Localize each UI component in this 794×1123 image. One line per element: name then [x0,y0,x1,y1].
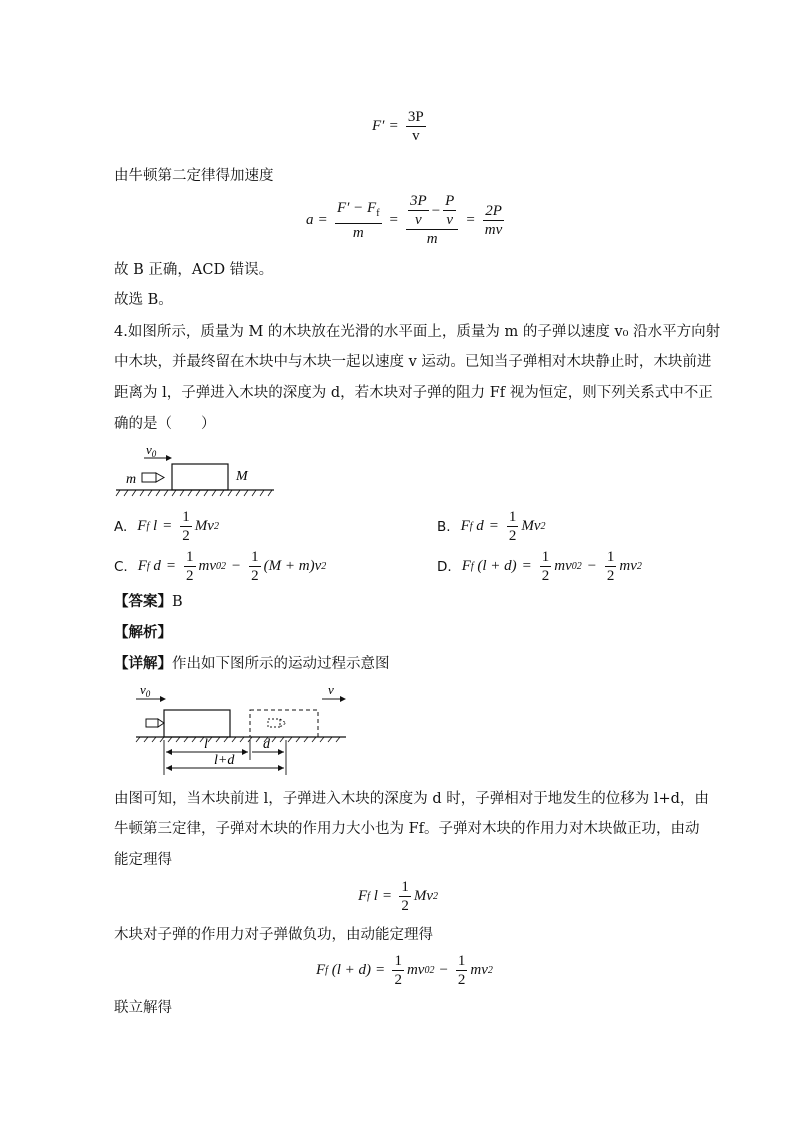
option-label: B. [437,518,451,535]
figure-motion-process [126,682,352,777]
text-combine: 联立解得 [114,1000,172,1016]
equation-bullet-energy: F f (l + d) = $\frac{1}{2}$ mv 0 2 − $\frac{1}{2}$ mv 2 [316,953,493,988]
para-line-1: 由图可知，当木块前进 l，子弹进入木块的深度为 d 时，子弹相对于地发生的位移为 l+d，由 [114,791,709,807]
label-d: d [263,737,270,752]
equation-acceleration: a = $\frac{F' - F_f}{m}$ = $\frac{3P}{v}$ − $\frac{P}{v}$ m = $\frac{2P}{mv}$ [306,193,503,247]
figure-bullet-block [114,442,279,498]
option-label: C. [114,558,128,575]
subscript: f [376,207,380,219]
para-line-3: 能定理得 [114,852,172,868]
detail-tag: 【详解】 [114,655,172,672]
block [172,464,228,490]
denominator: v [446,212,454,228]
detail-text: 作出如下图所示的运动过程示意图 [172,656,390,672]
question-line-1: 4.如图所示，质量为 M 的木块放在光滑的水平面上，质量为 m 的子弹以速度 v₀ 沿水平方向射 [114,324,721,340]
equation-force: F′ = $\frac{3P}{v}$ [372,109,424,144]
analysis-line [114,623,172,643]
option-C[interactable]: C. F f d = $\frac{1}{2}$ mv 0 2 − $\frac{1}{2}$ (M + m)v 2 [114,549,327,584]
label-l-plus-d: l+d [214,753,235,768]
question-line-4: 确的是（ ） [114,416,216,432]
option-B[interactable]: B. F f d = $\frac{1}{2}$ Mv 2 [437,509,546,544]
eq-lhs: a [306,211,314,228]
bullet [142,473,156,482]
eq-lhs: F′ [372,118,385,134]
text-conclusion-2: 故选 B。 [114,292,173,308]
fraction [335,199,382,242]
arrowhead [166,455,172,461]
fraction [483,202,505,239]
denominator: m [352,224,364,241]
denominator: m [426,231,438,247]
fraction [406,108,426,145]
text-newton: 由牛顿第二定律得加速度 [114,168,274,184]
analysis-tag: 【解析】 [114,624,172,641]
equation-block-energy: F f l = $\frac{1}{2}$ Mv 2 [358,879,438,914]
answer-value: B [172,594,183,610]
answer-tag: 【答案】 [114,593,172,610]
numerator: P [445,193,455,209]
denominator: v [415,212,422,228]
label-m: m [126,472,137,487]
numerator: 2P [485,202,502,219]
text-negative-work: 木块对子弹的作用力对子弹做负功，由动能定理得 [114,927,433,943]
numerator: 3P [407,109,424,125]
label-l: l [204,737,208,752]
answer-line [114,592,183,612]
numerator: 3P [410,193,427,209]
denominator: v [412,128,420,144]
option-D[interactable]: D. F f (l + d) = $\frac{1}{2}$ mv 0 2 − $\frac{1}{2}$ mv 2 [437,549,642,584]
label-v0: $v_0$ [140,682,151,699]
denominator: mv [484,221,503,238]
para-line-2: 牛顿第三定律，子弹对木块的作用力大小也为 Ff。子弹对木块的作用力对木块做正功，由动 [114,821,700,837]
numerator: F′ − F [336,199,377,216]
option-label: D. [437,558,452,575]
text-conclusion-1: 故 B 正确，ACD 错误。 [114,262,274,278]
label-M: M [236,469,248,484]
compound-fraction: $\frac{3P}{v}$ − $\frac{P}{v}$ m [406,192,458,248]
bullet-tip [156,473,164,482]
question-line-2: 中木块，并最终留在木块中与木块一起以速度 v 运动。已知当子弹相对木块静止时，木块前进 [114,354,712,370]
ground-hatch [116,490,272,496]
label-v0: $v_0$ [146,442,157,459]
label-v: v [328,682,334,697]
option-A[interactable]: A. F f l = $\frac{1}{2}$ Mv 2 [114,509,219,544]
option-label: A. [114,518,128,535]
question-line-3: 距离为 l，子弹进入木块的深度为 d，若木块对子弹的阻力 Ff 视为恒定，则下列关系式中不正 [114,385,713,401]
detail-line [114,654,390,674]
